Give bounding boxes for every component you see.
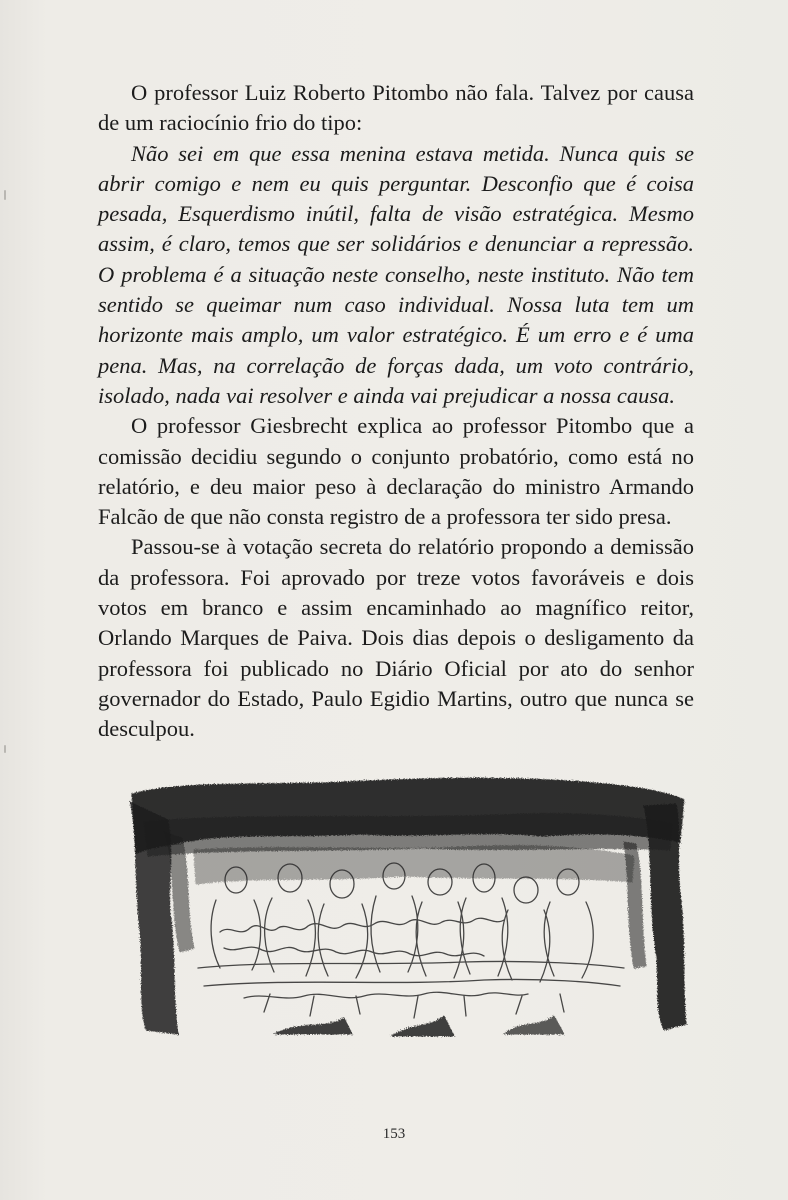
page-edge-mark [4,190,6,200]
body-text [98,78,694,745]
page-number: 153 [382,1126,406,1142]
paragraph-vote: Passou-se à votação secreta do relatório propondo a demissão da professora. Foi aprovado por treze votos favoráveis e dois votos em branco e assim encaminhado ao magnífico reitor, Orlando Marques de Paiva. Dois dias depois o desligamento da professora foi publicado no Diário Oficial por ato do senhor governador do Estado, Paulo Egidio Martins, outro que nunca se desculpou. [98,534,694,742]
paragraph-italic-thought: Não sei em que essa menina estava metida. Nunca quis se abrir comigo e nem eu quis perguntar. Desconfio que é coisa pesada, Esquerdismo inútil, falta de visão estratégica. Mesmo assim, é claro, temos que ser solidários e denunciar a repressão. O problema é a situação neste conselho, neste instituto. Não tem sentido se queimar num caso individual. Nossa luta tem um horizonte mais amplo, um valor estratégico. É um erro e é uma pena. Mas, na correlação de forças dada, um voto contrário, isolado, nada vai resolver e ainda vai prejudicar a nossa causa. [98,140,694,408]
page-edge-mark [4,745,6,753]
paragraph-intro: O professor Luiz Roberto Pitombo não fala. Talvez por causa de um raciocínio frio do tipo: [98,80,694,136]
ink-drawing-council-meeting [124,772,690,1042]
paragraph-giesbrecht: O professor Giesbrecht explica ao professor Pitombo que a comissão decidiu segundo o conjunto probatório, como está no relatório, e deu maior peso à declaração do ministro Armando Falcão de que não consta registro de a professora ter sido presa. [98,413,694,530]
